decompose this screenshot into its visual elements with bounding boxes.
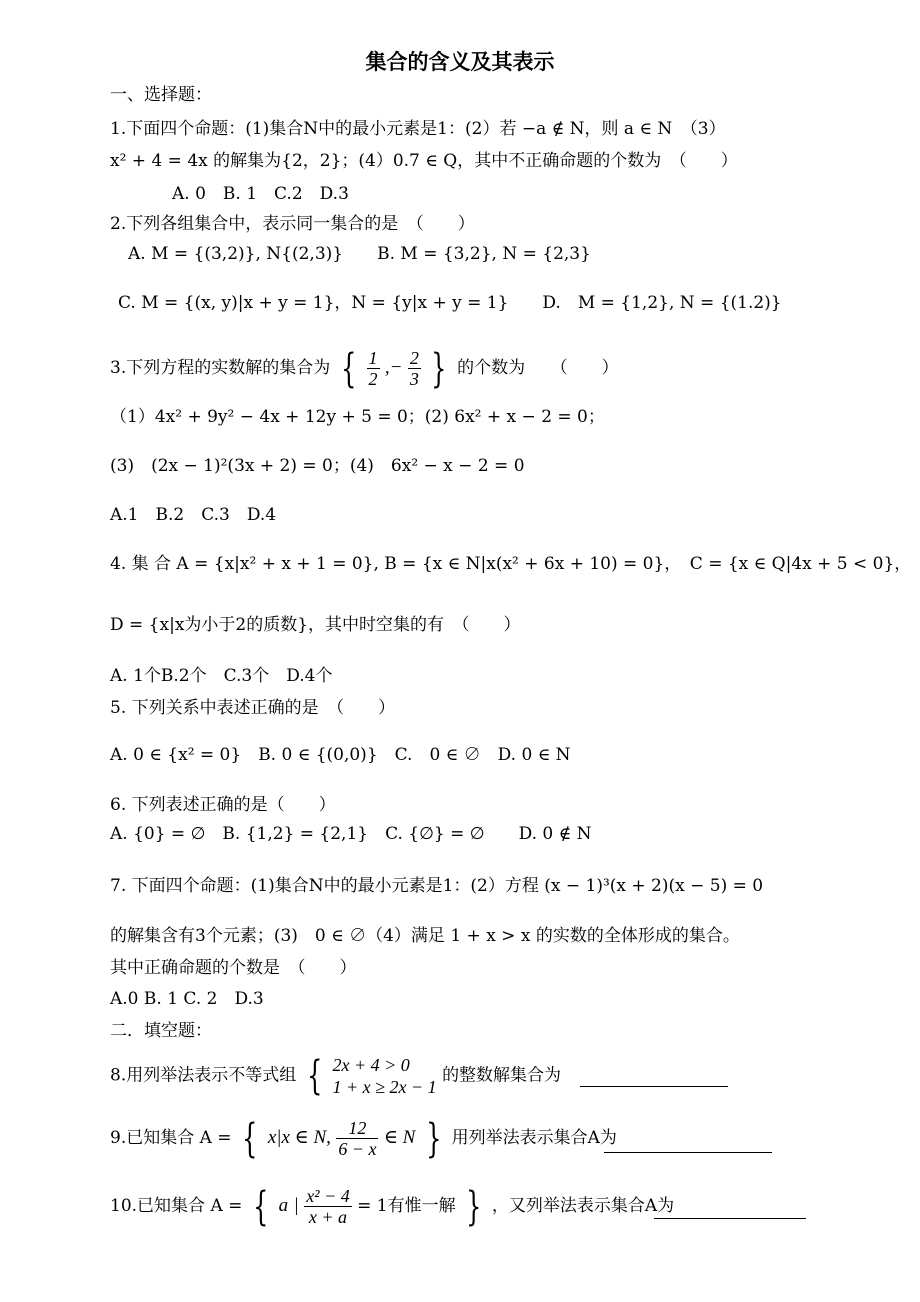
answer-blank-8[interactable]: [580, 1068, 728, 1087]
question-9-prefix: 9.已知集合 A =: [110, 1128, 232, 1148]
question-3-options: A.1 B.2 C.3 D.4: [110, 505, 277, 525]
set-variable: a: [278, 1195, 289, 1216]
question-1-line-2: x² + 4 = 4x 的解集为{2，2}；(4）0.7 ∈ Q，其中不正确命题的个数为 （ ）: [110, 151, 738, 171]
inequality-row-1: 2x + 4 > 0: [332, 1055, 410, 1075]
unique-solution-text: = 1有惟一解: [357, 1196, 456, 1216]
question-9-suffix: 用列举法表示集合A为: [451, 1128, 617, 1148]
fraction-equation: [304, 1186, 352, 1227]
fraction-denominator: 3: [409, 369, 419, 389]
question-2-options-ab: A. M = {(3,2)}, N{(2,3)} B. M = {3,2}, N = {2,3}: [128, 244, 591, 264]
answer-blank-9[interactable]: [604, 1134, 772, 1153]
left-brace: {: [340, 345, 357, 392]
question-8-suffix: 的整数解集合为: [442, 1065, 562, 1086]
question-3-eq-1-2: （1）4x² + 9y² − 4x + 12y + 5 = 0；(2) 6x² + x − 2 = 0；: [110, 407, 605, 427]
set-condition: x|x ∈ N,: [267, 1127, 331, 1148]
question-7-line-1: 7. 下面四个命题：(1)集合N中的最小元素是1：(2）方程 (x − 1)³(x + 2)(x − 5) = 0: [110, 876, 764, 896]
question-3-suffix: 的个数为 （ ）: [457, 358, 619, 378]
question-5-line-1: 5. 下列关系中表述正确的是 （ ）: [110, 698, 396, 718]
fraction-denominator: 2: [368, 369, 378, 389]
question-5-options: A. 0 ∈ {x² = 0} B. 0 ∈ {(0,0)} C. 0 ∈ ∅ D. 0 ∈ N: [110, 745, 571, 765]
question-8-prefix: 8.用列举法表示不等式组: [110, 1065, 297, 1086]
question-2-line-1: 2.下列各组集合中，表示同一集合的是 （ ）: [110, 214, 475, 234]
fraction-one-half: [367, 348, 380, 389]
question-3-line-1: [110, 345, 619, 392]
question-10-prefix: 10.已知集合 A =: [110, 1196, 243, 1216]
fraction-denominator: 6 − x: [338, 1139, 377, 1159]
question-7-options: A.0 B. 1 C. 2 D.3: [110, 989, 264, 1009]
question-4-line-2: D = {x|x为小于2的质数}，其中时空集的有 （ ）: [110, 615, 521, 635]
system-brace: {: [306, 1053, 323, 1099]
question-9: [110, 1115, 617, 1162]
left-brace: {: [242, 1115, 258, 1162]
section-heading-choice: 一、选择题：: [110, 85, 212, 105]
question-10: [110, 1183, 675, 1230]
fraction-numerator: 1: [368, 348, 378, 368]
answer-blank-10[interactable]: [654, 1200, 806, 1219]
inequality-row-2: 1 + x ≥ 2x − 1: [332, 1077, 437, 1097]
left-brace: {: [252, 1183, 269, 1230]
right-brace: }: [466, 1183, 482, 1230]
bar: |: [293, 1195, 299, 1216]
fraction-two-thirds: [408, 348, 421, 389]
separator: ,−: [384, 357, 403, 378]
right-brace: }: [431, 345, 447, 392]
page-title: 集合的含义及其表示: [365, 50, 555, 74]
question-6-options: A. {0} = ∅ B. {1,2} = {2,1} C. {∅} = ∅ D. 0 ∉ N: [110, 824, 592, 844]
question-7-line-2: 的解集含有3个元素；(3) 0 ∈ ∅（4）满足 1 + x > x 的实数的全体形成的集合。: [110, 926, 740, 946]
question-10-suffix: ，又列举法表示集合A为: [491, 1196, 675, 1216]
question-3-eq-3-4: (3) (2x − 1)²(3x + 2) = 0；(4) 6x² − x − 2 = 0: [110, 456, 525, 476]
question-7-line-3: 其中正确命题的个数是 （ ）: [110, 958, 357, 978]
fraction-numerator: 2: [409, 348, 419, 368]
fraction-numerator: 12: [336, 1118, 378, 1139]
question-3-prefix: 3.下列方程的实数解的集合为: [110, 358, 331, 378]
membership: ∈ N: [383, 1127, 416, 1148]
question-4-line-1: 4. 集 合 A = {x|x² + x + 1 = 0}, B = {x ∈ N|x(x² + 6x + 10) = 0}， C = {x ∈ Q|4x + 5 < 0}，: [110, 554, 912, 574]
section-heading-fill: 二．填空题：: [110, 1021, 212, 1041]
question-6-line-1: 6. 下列表述正确的是（ ）: [110, 795, 336, 815]
question-2-options-cd: C. M = {(x, y)|x + y = 1}，N = {y|x + y = 1} D. M = {1,2}, N = {(1.2)}: [118, 293, 782, 313]
question-4-options: A. 1个B.2个 C.3个 D.4个: [110, 666, 333, 686]
fraction-denominator: x + a: [308, 1207, 348, 1227]
right-brace: }: [425, 1115, 442, 1162]
question-1-options: A. 0 B. 1 C.2 D.3: [172, 184, 349, 204]
question-8: [110, 1054, 561, 1098]
inequality-system: [333, 1054, 437, 1098]
fraction-12-over: [336, 1118, 378, 1159]
fraction-numerator: x² − 4: [306, 1186, 350, 1206]
question-1-line-1: 1.下面四个命题：(1)集合N中的最小元素是1：(2）若 −a ∉ N，则 a ∈ N （3）: [110, 119, 726, 139]
